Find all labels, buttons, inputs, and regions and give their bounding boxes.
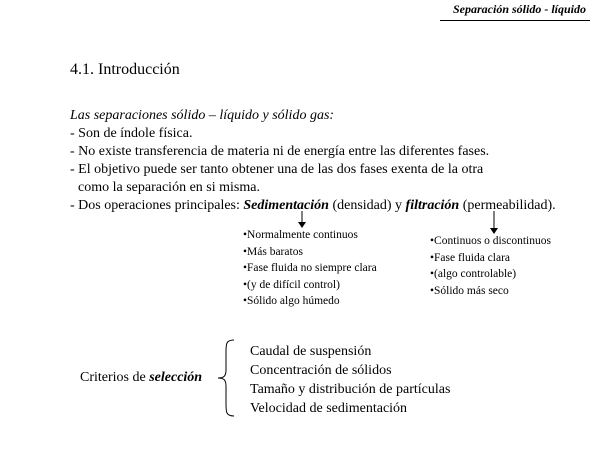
- intro-bullet: - El objetivo puede ser tanto obtener una de las dos fases exenta de la otra: [70, 162, 484, 177]
- operations-prefix: - Dos operaciones principales:: [70, 198, 244, 213]
- criteria-item: Caudal de suspensión: [250, 344, 372, 359]
- list-item: •Sólido algo húmedo: [243, 295, 340, 307]
- criteria-label-prefix: Criterios de: [80, 370, 150, 385]
- criteria-label: [80, 370, 202, 386]
- criteria-list: [250, 342, 450, 418]
- list-item: •(y de difícil control): [243, 278, 340, 291]
- list-item: •Continuos o discontinuos: [430, 235, 551, 247]
- sedimentacion-list: [243, 227, 377, 310]
- criteria-label-term: selección: [149, 370, 203, 385]
- intro-bullet: - No existe transferencia de materia ni de energía entre las diferentes fases.: [70, 144, 490, 159]
- header-rule: [440, 20, 590, 21]
- intro-lead: Las separaciones sólido – líquido y sólido gas:: [70, 108, 335, 123]
- intro-bullet: - Son de índole física.: [70, 126, 193, 141]
- list-item: •Fase fluida clara: [430, 251, 511, 264]
- criteria-item: Concentración de sólidos: [250, 363, 392, 378]
- list-item: •Fase fluida no siempre clara: [243, 262, 377, 274]
- intro-block: [70, 107, 556, 215]
- section-title: 4.1. Introducción: [70, 61, 180, 78]
- criteria-item: Velocidad de sedimentación: [250, 401, 408, 416]
- criteria-brace: [214, 338, 238, 418]
- filtracion-note: (permeabilidad).: [459, 198, 556, 213]
- filtracion-list: [430, 233, 551, 299]
- sedimentacion-note: (densidad) y: [328, 198, 406, 213]
- criteria-item: Tamaño y distribución de partículas: [250, 382, 451, 397]
- list-item: •(algo controlable): [430, 268, 517, 280]
- list-item: •Más baratos: [243, 245, 303, 258]
- list-item: •Sólido más seco: [430, 284, 509, 297]
- list-item: •Normalmente continuos: [243, 229, 358, 241]
- filtracion-arrow: [488, 211, 500, 235]
- sedimentacion-term: Sedimentación: [243, 198, 329, 213]
- page-header-title: Separación sólido - líquido: [452, 2, 586, 16]
- operations-line: [70, 197, 556, 215]
- intro-bullet: como la separación en si misma.: [78, 180, 260, 195]
- filtracion-term: filtración: [405, 198, 460, 213]
